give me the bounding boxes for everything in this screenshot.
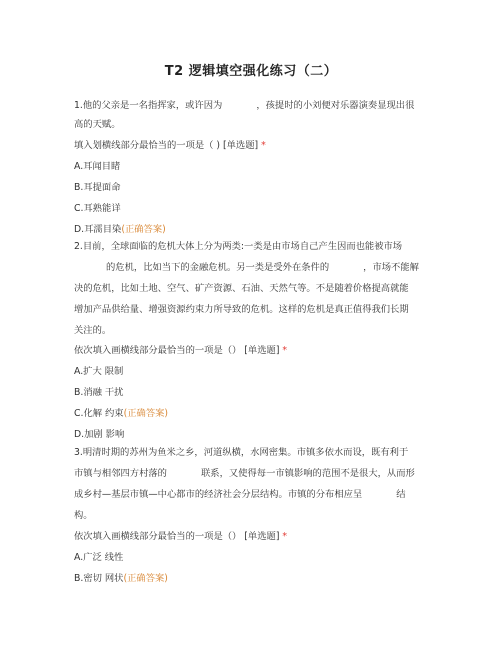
q2-stem-line-2	[106, 261, 419, 275]
q3-option-b[interactable]	[74, 572, 168, 586]
correct-answer-tag: (正确答案)	[123, 573, 168, 584]
correct-answer-tag: (正确答案)	[123, 408, 169, 419]
q3-stem-line-2	[74, 467, 415, 481]
q1-stem-line-2: 高的天赋。	[74, 119, 121, 130]
q3-stem-text: 市镇与相邻四方村落的	[74, 468, 167, 479]
q2-option-d[interactable]: D.加剧 影响	[74, 429, 125, 440]
q1-option-d[interactable]	[74, 223, 166, 237]
q3-option-a[interactable]: A.广泛 线性	[74, 552, 124, 563]
q1-option-c[interactable]: C.耳熟能详	[74, 203, 121, 214]
document-title: T2 逻辑填空强化练习（二）	[164, 64, 338, 79]
q2-stem-line-4: 增加产品供给量、增强资源约束力所导致的危机。这样的危机是真正值得我们长期	[74, 304, 409, 315]
q2-prompt	[74, 344, 287, 358]
q2-stem-line-1: 2.目前，全球面临的危机大体上分为两类:一类是由市场自己产生因而也能被市场	[74, 241, 403, 252]
q2-stem-text: 的危机，比如当下的金融危机。另一类是受外在条件的	[106, 262, 330, 273]
q3-stem-line-4: 构。	[74, 510, 93, 521]
q2-option-c-label: C.化解 约束	[74, 408, 124, 419]
q2-stem-text: ，市场不能解	[363, 262, 419, 273]
q3-prompt	[74, 530, 287, 544]
required-star: *	[282, 531, 288, 542]
q1-stem-text: 1.他的父亲是一名指挥家，或许因为	[74, 100, 223, 111]
required-star: *	[261, 140, 266, 151]
q3-stem-text: 联系，又使得每一市镇影响的范围不是很大，从而形	[200, 468, 415, 479]
q3-stem-line-3	[74, 488, 406, 502]
q1-option-b[interactable]: B.耳提面命	[74, 182, 121, 193]
q1-option-d-label: D.耳濡目染	[74, 224, 122, 235]
q2-option-b[interactable]: B.消融 干扰	[74, 387, 124, 398]
q3-stem-text: 成乡村—基层市镇—中心都市的经济社会分层结构。市镇的分布相应呈	[74, 489, 363, 500]
q3-stem-text: 结	[396, 489, 406, 500]
q2-stem-line-5: 关注的。	[74, 325, 112, 336]
q2-prompt-text: 依次填入画横线部分最恰当的一项是（） [单选题]	[74, 345, 280, 356]
correct-answer-tag: (正确答案)	[121, 224, 166, 235]
q1-stem-text: ，孩提时的小刘便对乐器演奏显现出很	[256, 100, 415, 111]
q1-stem-line-1	[74, 99, 414, 113]
q3-option-b-label: B.密切 网状	[74, 573, 124, 584]
q2-option-c[interactable]	[74, 407, 168, 421]
q1-option-a[interactable]: A.耳闻目睹	[74, 161, 121, 172]
q1-prompt-text: 填入划横线部分最恰当的一项是（ ) [单选题]	[74, 140, 259, 151]
q1-prompt	[74, 139, 266, 153]
required-star: *	[282, 345, 288, 356]
q2-stem-line-3: 决的危机，比如土地、空气、矿产资源、石油、天然气等。不是随着价格提高就能	[74, 283, 409, 294]
q3-prompt-text: 依次填入画横线部分最恰当的一项是（） [单选题]	[74, 531, 280, 542]
q2-option-a[interactable]: A.扩大 限制	[74, 366, 124, 377]
q3-stem-line-1: 3.明清时期的苏州为鱼米之乡，河道纵横，水网密集。市镇多依水而设，既有利于	[74, 447, 409, 458]
